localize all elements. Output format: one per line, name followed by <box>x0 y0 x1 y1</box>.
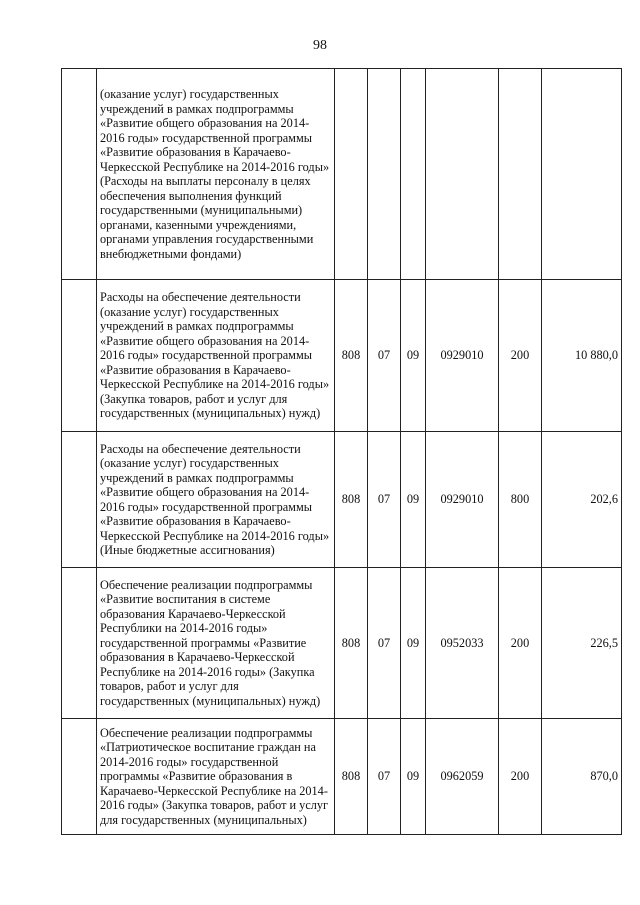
page-number: 98 <box>313 38 327 53</box>
target-article-cell: 0962059 <box>426 719 499 835</box>
ministry-code-cell: 808 <box>335 280 368 432</box>
section-cell: 07 <box>368 568 401 719</box>
table-row <box>62 69 622 280</box>
amount-cell: 226,5 <box>542 568 622 719</box>
target-article-cell: 0929010 <box>426 280 499 432</box>
target-article-cell: 0929010 <box>426 432 499 568</box>
target-article-cell: 0952033 <box>426 568 499 719</box>
description-text: Обеспечение реализации подпрограммы «Патриотическое воспитание граждан на 2014-2016 годы» государственной программы «Развитие образования в Карачаево-Черкесской Республике на 2014-2016 годы» (Закупка товаров, работ и услуг для государственных (муниципальных) <box>100 725 329 827</box>
row-number-cell <box>62 719 97 835</box>
row-number-cell <box>62 568 97 719</box>
amount-cell: 10 880,0 <box>542 280 622 432</box>
budget-table-body <box>62 69 622 835</box>
expense-type-cell: 200 <box>499 280 542 432</box>
ministry-code-cell: 808 <box>335 719 368 835</box>
row-number-cell <box>62 280 97 432</box>
expense-type-cell: 200 <box>499 719 542 835</box>
target-article-cell <box>426 69 499 280</box>
subsection-cell: 09 <box>401 568 426 719</box>
row-number-cell <box>62 69 97 280</box>
section-cell: 07 <box>368 719 401 835</box>
budget-table <box>61 68 622 835</box>
description-cell <box>97 280 335 432</box>
description-text: Расходы на обеспечение деятельности (оказание услуг) государственных учреждений в рамках подпрограммы «Развитие общего образования на 2014-2016 годы» государственной программы «Развитие образования в Карачаево-Черкесской Республике на 2014-2016 годы» (Иные бюджетные ассигнования) <box>100 441 330 557</box>
ministry-code-cell: 808 <box>335 432 368 568</box>
description-text: Расходы на обеспечение деятельности (оказание услуг) государственных учреждений в рамках подпрограммы «Развитие общего образования на 2014-2016 годы» государственной программы «Развитие образования в Карачаево-Черкесской Республике на 2014-2016 годы» (Закупка товаров, работ и услуг для государственных (муниципальных) нужд) <box>100 290 330 421</box>
subsection-cell: 09 <box>401 280 426 432</box>
ministry-code-cell <box>335 69 368 280</box>
expense-type-cell: 200 <box>499 568 542 719</box>
expense-type-cell: 800 <box>499 432 542 568</box>
expense-type-cell <box>499 69 542 280</box>
description-cell <box>97 432 335 568</box>
description-text: Обеспечение реализации подпрограммы «Развитие воспитания в системе образования Карачаево-Черкесской Республики на 2014-2016 годы» государственной программы «Развитие образования в Карачаево-Черкесской Республике на 2014-2016 годы» (Закупка товаров, работ и услуг для государственных (муниципальных) нужд) <box>100 577 321 708</box>
ministry-code-cell: 808 <box>335 568 368 719</box>
section-cell: 07 <box>368 280 401 432</box>
amount-cell: 870,0 <box>542 719 622 835</box>
table-row <box>62 568 622 719</box>
table-row <box>62 432 622 568</box>
description-text: (оказание услуг) государственных учреждений в рамках подпрограммы «Развитие общего образования на 2014-2016 годы» государственной программы «Развитие образования в Карачаево-Черкесской Республике на 2014-2016 годы» (Расходы на выплаты персоналу в целях обеспечения выполнения функций государственными (муниципальными) органами, казенными учреждениями, органами управления государственными внебюджетными фондами) <box>100 87 330 261</box>
amount-cell: 202,6 <box>542 432 622 568</box>
section-cell: 07 <box>368 432 401 568</box>
description-cell <box>97 69 335 280</box>
subsection-cell <box>401 69 426 280</box>
subsection-cell: 09 <box>401 719 426 835</box>
amount-cell <box>542 69 622 280</box>
table-row <box>62 719 622 835</box>
section-cell <box>368 69 401 280</box>
table-row <box>62 280 622 432</box>
description-cell <box>97 719 335 835</box>
subsection-cell: 09 <box>401 432 426 568</box>
row-number-cell <box>62 432 97 568</box>
description-cell <box>97 568 335 719</box>
